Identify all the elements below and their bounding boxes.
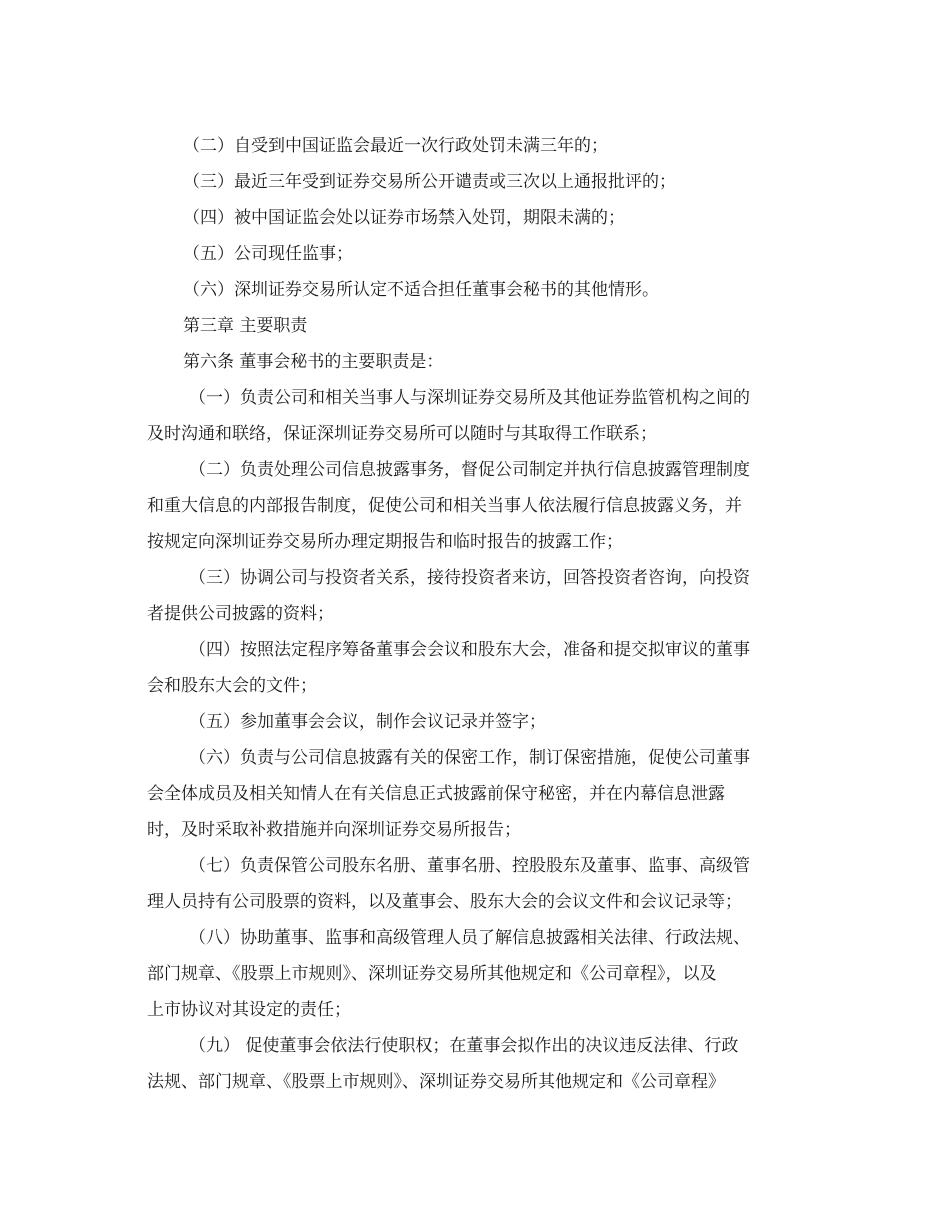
paragraph-line: （五）参加董事会会议，制作会议记录并签字； <box>189 712 546 732</box>
paragraph-line: （六）负责与公司信息披露有关的保密工作，制订保密措施，促使公司董事 <box>189 748 750 768</box>
document-body <box>147 128 807 1100</box>
chapter-heading: 第三章 主要职责 <box>183 316 308 336</box>
paragraph-line: 按规定向深圳证券交易所办理定期报告和临时报告的披露工作； <box>147 532 623 552</box>
paragraph-line: （二）负责处理公司信息披露事务，督促公司制定并执行信息披露管理制度 <box>189 460 750 480</box>
paragraph-line: （三）协调公司与投资者关系，接待投资者来访，回答投资者咨询，向投资 <box>189 568 750 588</box>
paragraph-line: 和重大信息的内部报告制度，促使公司和相关当事人依法履行信息披露义务，并 <box>147 496 742 516</box>
paragraph-line: （七）负责保管公司股东名册、董事名册、控股股东及董事、监事、高级管 <box>189 856 750 876</box>
paragraph-line: （四）按照法定程序筹备董事会会议和股东大会，准备和提交拟审议的董事 <box>189 640 750 660</box>
list-item: （三）最近三年受到证券交易所公开谴责或三次以上通报批评的； <box>183 172 676 192</box>
paragraph-line: 会和股东大会的文件； <box>147 676 317 696</box>
list-item: （四）被中国证监会处以证券市场禁入处罚，期限未满的； <box>183 208 625 228</box>
list-item: （二）自受到中国证监会最近一次行政处罚未满三年的； <box>183 136 608 156</box>
paragraph-line: （一）负责公司和相关当事人与深圳证券交易所及其他证券监管机构之间的 <box>189 388 750 408</box>
paragraph-line: 理人员持有公司股票的资料，以及董事会、股东大会的会议文件和会议记录等； <box>147 892 742 912</box>
paragraph-line: 时，及时采取补救措施并向深圳证券交易所报告； <box>147 820 521 840</box>
paragraph-line: （八）协助董事、监事和高级管理人员了解信息披露相关法律、行政法规、 <box>189 928 750 948</box>
paragraph-line: 者提供公司披露的资料； <box>147 604 334 624</box>
article-heading: 第六条 董事会秘书的主要职责是： <box>183 352 444 372</box>
paragraph-line: （九） 促使董事会依法行使职权；在董事会拟作出的决议违反法律、行政 <box>189 1036 739 1056</box>
list-item: （六）深圳证券交易所认定不适合担任董事会秘书的其他情形。 <box>183 280 659 300</box>
paragraph-line: 及时沟通和联络，保证深圳证券交易所可以随时与其取得工作联系； <box>147 424 657 444</box>
paragraph-line: 会全体成员及相关知情人在有关信息正式披露前保守秘密，并在内幕信息泄露 <box>147 784 725 804</box>
list-item: （五）公司现任监事； <box>183 244 353 264</box>
paragraph-line: 部门规章、《股票上市规则》、深圳证券交易所其他规定和《公司章程》，以及 <box>147 964 717 984</box>
paragraph-line: 法规、部门规章、《股票上市规则》、深圳证券交易所其他规定和《公司章程》 <box>147 1072 725 1092</box>
paragraph-line: 上市协议对其设定的责任； <box>147 1000 351 1020</box>
